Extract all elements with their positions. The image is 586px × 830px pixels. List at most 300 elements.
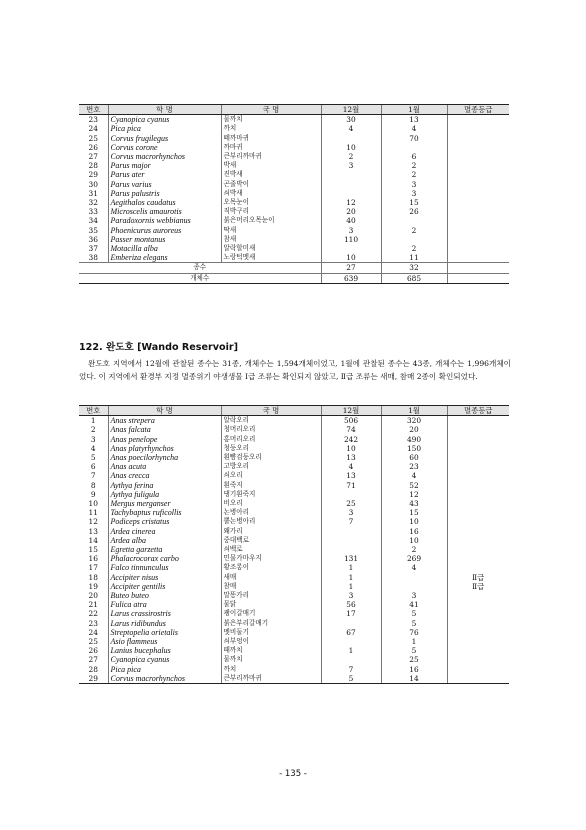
col-korean-name-cell: 참새 bbox=[221, 235, 321, 244]
col-no-cell: 22 bbox=[88, 609, 98, 619]
col-scientific-name-cell: Mergus merganser bbox=[108, 499, 221, 508]
col-jan-cell: 150 bbox=[381, 444, 447, 453]
table-row bbox=[79, 573, 509, 582]
col-scientific-name-cell: Tachybaptus ruficollis bbox=[108, 508, 221, 517]
col-scientific-name-cell: Aegithalos caudatus bbox=[108, 198, 221, 207]
col-korean-name-cell: 직박구리 bbox=[221, 207, 321, 216]
col-jan-cell: 60 bbox=[381, 453, 447, 462]
col-no-cell: 10 bbox=[88, 499, 98, 509]
col-korean-name-cell: 까치 bbox=[221, 124, 321, 133]
col-korean-name-cell: 말똥가리 bbox=[221, 591, 321, 600]
col-status-cell bbox=[447, 674, 509, 684]
col-jan-cell bbox=[381, 582, 447, 591]
col-no-cell: 23 bbox=[88, 115, 98, 125]
col-status-cell bbox=[447, 453, 509, 462]
col-scientific-name-cell: Asio flammeus bbox=[108, 637, 221, 646]
header-col-scientific-name: 학 명 bbox=[108, 105, 221, 115]
col-dec-cell: 17 bbox=[321, 609, 381, 618]
col-scientific-name-cell: Anas crecca bbox=[108, 471, 221, 480]
col-jan-cell: 320 bbox=[381, 416, 447, 426]
col-scientific-name-cell: Aythya fuligula bbox=[108, 490, 221, 499]
table-row bbox=[79, 554, 509, 563]
col-no-cell: 12 bbox=[88, 517, 98, 527]
col-scientific-name-cell: Accipiter gentilis bbox=[108, 582, 221, 591]
col-no-cell: 38 bbox=[88, 253, 98, 263]
col-scientific-name-cell: Corvus macrorhynchos bbox=[108, 152, 221, 161]
col-jan-cell: 16 bbox=[381, 665, 447, 674]
col-dec-cell bbox=[321, 180, 381, 189]
col-korean-name-cell: 진박새 bbox=[221, 170, 321, 179]
table-row bbox=[79, 462, 509, 471]
col-status-cell bbox=[447, 637, 509, 646]
table-row bbox=[79, 508, 509, 517]
col-dec-cell: 13 bbox=[321, 471, 381, 480]
col-jan-cell: 52 bbox=[381, 481, 447, 490]
col-dec-cell: 1 bbox=[321, 563, 381, 572]
col-status-cell bbox=[447, 124, 509, 133]
col-dec-cell: 13 bbox=[321, 453, 381, 462]
col-scientific-name-cell: Lanius bucephalus bbox=[108, 646, 221, 655]
col-korean-name-cell: 중대백로 bbox=[221, 536, 321, 545]
col-no-cell: 32 bbox=[88, 198, 98, 208]
table-header-row bbox=[79, 406, 509, 416]
col-no-cell: 24 bbox=[88, 124, 98, 134]
table-row bbox=[79, 582, 509, 591]
table-row bbox=[79, 253, 509, 263]
table-row bbox=[79, 170, 509, 179]
col-korean-name-cell: 알락할미새 bbox=[221, 244, 321, 253]
col-status-cell bbox=[447, 207, 509, 216]
col-jan-cell: 5 bbox=[381, 646, 447, 655]
col-dec-cell bbox=[321, 536, 381, 545]
col-status-cell bbox=[447, 545, 509, 554]
col-dec-cell: 10 bbox=[321, 143, 381, 152]
col-scientific-name-cell: Aythya ferina bbox=[108, 481, 221, 490]
col-jan-cell: 11 bbox=[381, 253, 447, 263]
col-status-cell bbox=[447, 444, 509, 453]
col-status-cell bbox=[447, 609, 509, 618]
table-row bbox=[79, 425, 509, 434]
col-jan-cell: 269 bbox=[381, 554, 447, 563]
col-status-cell bbox=[447, 115, 509, 125]
col-no-cell: 29 bbox=[79, 674, 108, 684]
table-row bbox=[79, 609, 509, 618]
table-row bbox=[79, 591, 509, 600]
table-row bbox=[79, 244, 509, 253]
col-scientific-name-cell: Corvus corone bbox=[108, 143, 221, 152]
col-no-cell: 15 bbox=[88, 545, 98, 555]
col-dec-cell: 4 bbox=[321, 124, 381, 133]
col-status-cell bbox=[447, 600, 509, 609]
col-dec-cell: 71 bbox=[321, 481, 381, 490]
table-row bbox=[79, 216, 509, 225]
header-col-no: 번호 bbox=[79, 406, 108, 416]
col-jan-cell: 4 bbox=[381, 471, 447, 480]
table-row bbox=[79, 115, 509, 125]
col-dec-cell: 30 bbox=[321, 115, 381, 125]
col-scientific-name-cell: Cyanopica cyanus bbox=[108, 655, 221, 664]
table-row bbox=[79, 416, 509, 426]
header-col-status: 멸종등급 bbox=[447, 105, 509, 115]
col-status-cell bbox=[447, 425, 509, 434]
col-no-cell: 16 bbox=[88, 554, 98, 564]
col-no-cell: 3 bbox=[90, 434, 96, 444]
col-scientific-name-cell: Anas falcata bbox=[108, 425, 221, 434]
col-jan-cell: 10 bbox=[381, 536, 447, 545]
col-status-cell bbox=[447, 435, 509, 444]
col-jan-cell bbox=[381, 143, 447, 152]
table-header-row bbox=[79, 105, 509, 115]
col-status-cell bbox=[447, 554, 509, 563]
col-scientific-name-cell: Anas acuta bbox=[108, 462, 221, 471]
col-korean-name-cell: 새매 bbox=[221, 573, 321, 582]
col-scientific-name-cell: Accipiter nisus bbox=[108, 573, 221, 582]
table-row bbox=[79, 637, 509, 646]
col-status-cell bbox=[447, 499, 509, 508]
col-no-cell: 27 bbox=[88, 655, 98, 665]
col-scientific-name-cell: Larus ridibundus bbox=[108, 619, 221, 628]
col-scientific-name-cell: Larus crassirostris bbox=[108, 609, 221, 618]
col-no-cell: 37 bbox=[88, 244, 98, 254]
col-korean-name-cell: 흰뺨검둥오리 bbox=[221, 453, 321, 462]
table-row bbox=[79, 471, 509, 480]
header-col-status: 멸종등급 bbox=[447, 406, 509, 416]
col-jan-cell: 25 bbox=[381, 655, 447, 664]
col-scientific-name-cell: Pica pica bbox=[108, 124, 221, 133]
col-dec-cell: 12 bbox=[321, 198, 381, 207]
summary-label: 개체수 bbox=[79, 273, 321, 283]
col-status-cell bbox=[447, 655, 509, 664]
col-jan-cell: 15 bbox=[381, 198, 447, 207]
col-korean-name-cell: 박새 bbox=[221, 161, 321, 170]
section-title: 122. 완도호 [Wando Reservoir] bbox=[79, 342, 238, 353]
col-dec-cell: 7 bbox=[321, 517, 381, 526]
col-korean-name-cell: 쇠박새 bbox=[221, 189, 321, 198]
header-col-dec: 12월 bbox=[321, 406, 381, 416]
col-status-cell bbox=[447, 235, 509, 244]
col-scientific-name-cell: Fulica atra bbox=[108, 600, 221, 609]
col-no-cell: 9 bbox=[90, 489, 96, 499]
col-status-cell bbox=[447, 508, 509, 517]
header-col-korean-name: 국 명 bbox=[221, 406, 321, 416]
col-korean-name-cell: 때까치 bbox=[221, 646, 321, 655]
col-scientific-name-cell: Anas strepera bbox=[108, 416, 221, 426]
col-jan-cell: 20 bbox=[381, 425, 447, 434]
col-no-cell: 34 bbox=[88, 216, 98, 226]
col-scientific-name-cell: Corvus frugilegus bbox=[108, 134, 221, 143]
col-jan-cell: 4 bbox=[381, 124, 447, 133]
col-korean-name-cell: 떼까마귀 bbox=[221, 134, 321, 143]
col-dec-cell: 506 bbox=[321, 416, 381, 426]
col-status-cell bbox=[447, 628, 509, 637]
table-row bbox=[79, 481, 509, 490]
table-row bbox=[79, 435, 509, 444]
col-dec-cell: 74 bbox=[321, 425, 381, 434]
summary-dec: 27 bbox=[321, 263, 381, 273]
col-no-cell: 17 bbox=[88, 563, 98, 573]
col-status-cell bbox=[447, 253, 509, 263]
col-jan-cell: 13 bbox=[381, 115, 447, 125]
col-dec-cell: 10 bbox=[321, 444, 381, 453]
col-jan-cell: 2 bbox=[381, 226, 447, 235]
col-dec-cell: 5 bbox=[321, 674, 381, 684]
col-dec-cell bbox=[321, 490, 381, 499]
col-no-cell: 1 bbox=[90, 416, 96, 426]
table-row bbox=[79, 499, 509, 508]
col-korean-name-cell: 곤줄박이 bbox=[221, 180, 321, 189]
col-korean-name-cell: 붉은부리갈매기 bbox=[221, 619, 321, 628]
table-row bbox=[79, 143, 509, 152]
table-row bbox=[79, 453, 509, 462]
col-status-cell bbox=[447, 180, 509, 189]
col-dec-cell: 1 bbox=[321, 582, 381, 591]
table-row bbox=[79, 490, 509, 499]
col-dec-cell: 40 bbox=[321, 216, 381, 225]
table-row bbox=[79, 189, 509, 198]
col-korean-name-cell: 고방오리 bbox=[221, 462, 321, 471]
summary-status bbox=[447, 263, 509, 273]
col-dec-cell: 25 bbox=[321, 499, 381, 508]
col-korean-name-cell: 물닭 bbox=[221, 600, 321, 609]
table-row bbox=[79, 665, 509, 674]
col-scientific-name-cell: Ardea cinerea bbox=[108, 527, 221, 536]
col-dec-cell: 7 bbox=[321, 665, 381, 674]
col-status-cell bbox=[447, 462, 509, 471]
col-korean-name-cell: 오목눈이 bbox=[221, 198, 321, 207]
col-no-cell: 18 bbox=[88, 572, 98, 582]
summary-row bbox=[79, 263, 509, 273]
col-jan-cell: 26 bbox=[381, 207, 447, 216]
col-dec-cell: 3 bbox=[321, 591, 381, 600]
col-korean-name-cell: 붉은머리오목눈이 bbox=[221, 216, 321, 225]
col-no-cell: 14 bbox=[88, 535, 98, 545]
col-no-cell: 36 bbox=[88, 234, 98, 244]
col-korean-name-cell: 논병아리 bbox=[221, 508, 321, 517]
col-dec-cell: 67 bbox=[321, 628, 381, 637]
col-jan-cell: 5 bbox=[381, 609, 447, 618]
col-no-cell: 25 bbox=[88, 133, 98, 143]
col-no-cell: 23 bbox=[88, 618, 98, 628]
table-row bbox=[79, 235, 509, 244]
header-col-scientific-name: 학 명 bbox=[108, 406, 221, 416]
col-korean-name-cell: 참매 bbox=[221, 582, 321, 591]
table-row bbox=[79, 646, 509, 655]
table-row bbox=[79, 563, 509, 572]
col-no-cell: 26 bbox=[88, 646, 98, 656]
col-dec-cell bbox=[321, 527, 381, 536]
col-status-cell bbox=[447, 152, 509, 161]
col-dec-cell: 3 bbox=[321, 508, 381, 517]
col-korean-name-cell: 까치 bbox=[221, 665, 321, 674]
col-scientific-name-cell: Ardea alba bbox=[108, 536, 221, 545]
col-scientific-name-cell: Parus major bbox=[108, 161, 221, 170]
col-status-cell bbox=[447, 161, 509, 170]
col-no-cell: 8 bbox=[90, 480, 96, 490]
table-row bbox=[79, 527, 509, 536]
col-jan-cell: 14 bbox=[381, 674, 447, 684]
col-scientific-name-cell: Emberiza elegans bbox=[108, 253, 221, 263]
col-jan-cell: 3 bbox=[381, 180, 447, 189]
table-row bbox=[79, 198, 509, 207]
col-dec-cell: 1 bbox=[321, 646, 381, 655]
col-jan-cell: 3 bbox=[381, 591, 447, 600]
col-status-cell bbox=[447, 143, 509, 152]
col-dec-cell: 4 bbox=[321, 462, 381, 471]
col-no-cell: 6 bbox=[90, 462, 96, 472]
col-jan-cell bbox=[381, 235, 447, 244]
col-jan-cell: 70 bbox=[381, 134, 447, 143]
table-row bbox=[79, 517, 509, 526]
col-korean-name-cell: 물까치 bbox=[221, 115, 321, 125]
col-no-cell: 20 bbox=[88, 591, 98, 601]
summary-jan: 32 bbox=[381, 263, 447, 273]
col-korean-name-cell: 왜가리 bbox=[221, 527, 321, 536]
col-dec-cell: 110 bbox=[321, 235, 381, 244]
col-jan-cell: 5 bbox=[381, 619, 447, 628]
col-no-cell: 28 bbox=[88, 161, 98, 171]
col-no-cell: 5 bbox=[90, 453, 96, 463]
table-row bbox=[79, 444, 509, 453]
col-dec-cell bbox=[321, 619, 381, 628]
table-row bbox=[79, 161, 509, 170]
col-no-cell: 35 bbox=[88, 225, 98, 235]
col-no-cell: 33 bbox=[88, 207, 98, 217]
col-dec-cell: 3 bbox=[321, 226, 381, 235]
page-number: - 135 - bbox=[279, 769, 307, 779]
col-scientific-name-cell: Buteo buteo bbox=[108, 591, 221, 600]
col-dec-cell: 56 bbox=[321, 600, 381, 609]
summary-status bbox=[447, 273, 509, 283]
col-no-cell: 21 bbox=[88, 600, 98, 610]
col-korean-name-cell: 큰부리까마귀 bbox=[221, 674, 321, 684]
col-jan-cell: 2 bbox=[381, 170, 447, 179]
col-dec-cell: 3 bbox=[321, 161, 381, 170]
col-jan-cell: 15 bbox=[381, 508, 447, 517]
col-status-cell bbox=[447, 619, 509, 628]
col-jan-cell: 2 bbox=[381, 244, 447, 253]
col-scientific-name-cell: Microscelis amaurotis bbox=[108, 207, 221, 216]
col-status-cell bbox=[447, 216, 509, 225]
col-jan-cell: 3 bbox=[381, 189, 447, 198]
col-korean-name-cell: 황조롱이 bbox=[221, 563, 321, 572]
col-scientific-name-cell: Podiceps cristatus bbox=[108, 517, 221, 526]
col-korean-name-cell: 쇠부엉이 bbox=[221, 637, 321, 646]
col-scientific-name-cell: Phalacrocorax carbo bbox=[108, 554, 221, 563]
table-row bbox=[79, 619, 509, 628]
col-scientific-name-cell: Phoenicurus auroreus bbox=[108, 226, 221, 235]
table-row bbox=[79, 124, 509, 133]
col-korean-name-cell: 홍머리오리 bbox=[221, 435, 321, 444]
header-col-korean-name: 국 명 bbox=[221, 105, 321, 115]
col-scientific-name-cell: Falco tinnunculus bbox=[108, 563, 221, 572]
col-korean-name-cell: 딱새 bbox=[221, 226, 321, 235]
col-dec-cell bbox=[321, 189, 381, 198]
col-jan-cell: 12 bbox=[381, 490, 447, 499]
table-row bbox=[79, 134, 509, 143]
col-no-cell: 29 bbox=[88, 170, 98, 180]
table-row bbox=[79, 655, 509, 664]
col-status-cell bbox=[447, 536, 509, 545]
col-status-cell bbox=[447, 244, 509, 253]
col-korean-name-cell: 쇠백로 bbox=[221, 545, 321, 554]
col-status-cell bbox=[447, 665, 509, 674]
col-jan-cell: 6 bbox=[381, 152, 447, 161]
col-status-cell bbox=[447, 198, 509, 207]
table-row bbox=[79, 628, 509, 637]
col-dec-cell: 2 bbox=[321, 152, 381, 161]
col-jan-cell: 2 bbox=[381, 161, 447, 170]
table-row bbox=[79, 152, 509, 161]
table-row bbox=[79, 207, 509, 216]
col-no-cell: 31 bbox=[88, 188, 98, 198]
col-korean-name-cell: 흰죽지 bbox=[221, 481, 321, 490]
col-korean-name-cell: 알락오리 bbox=[221, 416, 321, 426]
col-jan-cell: 2 bbox=[381, 545, 447, 554]
col-korean-name-cell: 멧비둘기 bbox=[221, 628, 321, 637]
table-row bbox=[79, 545, 509, 554]
col-dec-cell: 131 bbox=[321, 554, 381, 563]
col-dec-cell bbox=[321, 170, 381, 179]
species-table-2 bbox=[79, 405, 509, 684]
col-dec-cell: 20 bbox=[321, 207, 381, 216]
col-status-cell bbox=[447, 416, 509, 426]
col-dec-cell bbox=[321, 545, 381, 554]
header-col-no: 번호 bbox=[79, 105, 108, 115]
col-scientific-name-cell: Streptopelia orietalis bbox=[108, 628, 221, 637]
table-row bbox=[79, 226, 509, 235]
col-scientific-name-cell: Parus varius bbox=[108, 180, 221, 189]
col-no-cell: 27 bbox=[88, 152, 98, 162]
section-paragraph: 완도호 지역에서 12월에 관찰된 종수는 31종, 개체수는 1,594개체이었고, 1월에 관찰된 종수는 43종, 개체수는 1,996개체이었다. 이 지역에서 환경부 지정 멸종위기 야생생물 Ⅰ급 조류는 확인되지 않았고, Ⅱ급 조류는 새매, 참매 2종이 확인되었다. bbox=[79, 359, 511, 381]
col-status-cell: Ⅱ급 bbox=[447, 582, 509, 591]
col-scientific-name-cell: Paradoxornis webbianus bbox=[108, 216, 221, 225]
col-scientific-name-cell: Anas platyrhynchos bbox=[108, 444, 221, 453]
col-korean-name-cell: 물까치 bbox=[221, 655, 321, 664]
col-no-cell: 7 bbox=[90, 471, 96, 481]
summary-label: 종수 bbox=[79, 263, 321, 273]
col-scientific-name-cell: Anas poecilorhyncha bbox=[108, 453, 221, 462]
col-korean-name-cell: 뿔논병아리 bbox=[221, 517, 321, 526]
col-status-cell: Ⅱ급 bbox=[447, 573, 509, 582]
col-korean-name-cell: 큰부리까마귀 bbox=[221, 152, 321, 161]
col-dec-cell: 242 bbox=[321, 435, 381, 444]
col-jan-cell bbox=[381, 573, 447, 582]
col-jan-cell: 43 bbox=[381, 499, 447, 508]
summary-row bbox=[79, 273, 509, 283]
col-status-cell bbox=[447, 170, 509, 179]
col-dec-cell bbox=[321, 637, 381, 646]
header-col-dec: 12월 bbox=[321, 105, 381, 115]
col-no-cell: 2 bbox=[90, 425, 96, 435]
col-scientific-name-cell: Anas penelope bbox=[108, 435, 221, 444]
col-no-cell: 24 bbox=[88, 627, 98, 637]
col-scientific-name-cell: Motacilla alba bbox=[108, 244, 221, 253]
col-no-cell: 30 bbox=[88, 179, 98, 189]
col-no-cell: 25 bbox=[88, 637, 98, 647]
col-korean-name-cell: 쇠오리 bbox=[221, 471, 321, 480]
col-jan-cell: 10 bbox=[381, 517, 447, 526]
col-jan-cell: 76 bbox=[381, 628, 447, 637]
summary-jan: 685 bbox=[381, 273, 447, 283]
col-status-cell bbox=[447, 134, 509, 143]
col-status-cell bbox=[447, 527, 509, 536]
col-no-cell: 11 bbox=[88, 508, 98, 518]
col-korean-name-cell: 댕기흰죽지 bbox=[221, 490, 321, 499]
col-no-cell: 26 bbox=[88, 142, 98, 152]
col-status-cell bbox=[447, 226, 509, 235]
col-jan-cell bbox=[381, 216, 447, 225]
col-status-cell bbox=[447, 189, 509, 198]
